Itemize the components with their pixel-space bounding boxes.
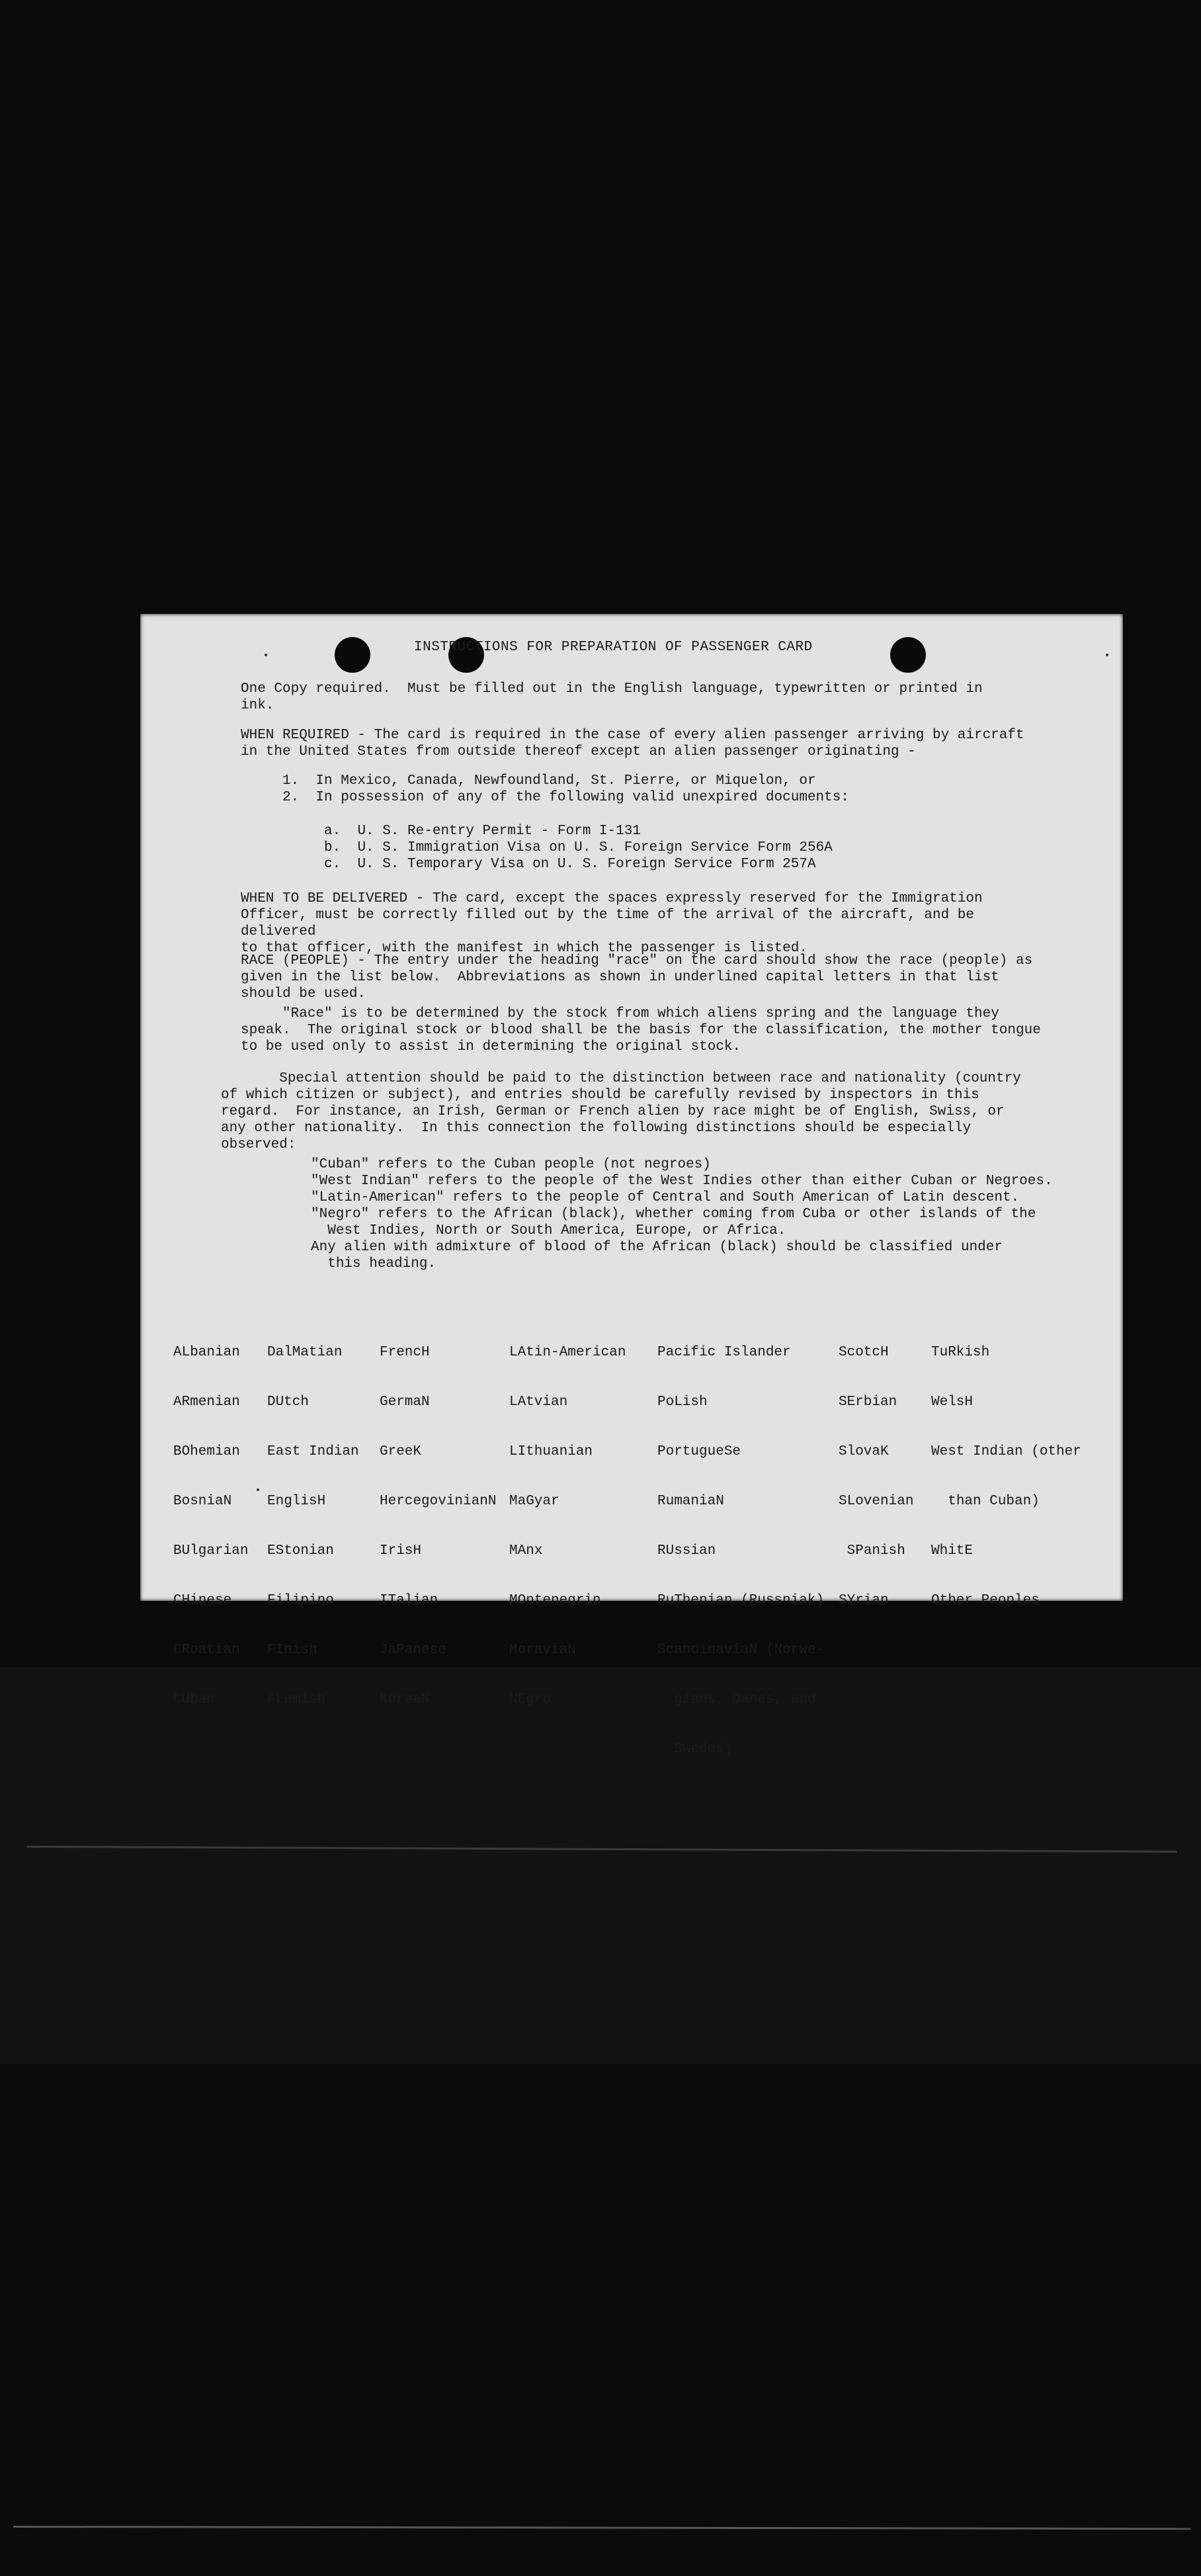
race-entry: WelsH <box>931 1395 973 1410</box>
race-entry: HercegovinianN <box>380 1494 497 1509</box>
race-entry: Filipino <box>267 1593 334 1608</box>
origin-conditions-list: 1. In Mexico, Canada, Newfoundland, St. Pierre, or Miquelon, or 2. In possession of any of the following valid unexpired documents: <box>282 773 849 805</box>
race-entry: CRoatian <box>173 1643 240 1658</box>
race-entry: EStonian <box>267 1543 334 1559</box>
race-column-5 <box>657 1311 824 1791</box>
race-column-7 <box>931 1311 1081 1642</box>
race-entry: CHinese <box>173 1593 232 1608</box>
race-entry: EnglisH <box>267 1494 326 1509</box>
race-paragraph: RACE (PEOPLE) - The entry under the heading "race" on the card should show the race (people) as given in the list below. Abbreviations as shown in underlined capital letters in that list should be used. <box>241 953 1033 1002</box>
copy-required-paragraph: One Copy required. Must be filled out in the English language, typewritten or printed in ink. <box>241 681 983 713</box>
race-entry: RuThenian (Russniak) <box>657 1593 825 1608</box>
race-entry: ScotcH <box>839 1345 889 1360</box>
race-entry: IrisH <box>380 1543 422 1559</box>
race-entry: GermaN <box>380 1395 430 1410</box>
page-speck <box>257 1488 259 1491</box>
race-entry: ARmenian <box>173 1395 240 1410</box>
race-entry: FrencH <box>380 1345 430 1360</box>
race-entry: LAtin-American <box>509 1345 626 1360</box>
race-entry: DalMatian <box>267 1345 343 1360</box>
race-entry: ALbanian <box>173 1345 240 1360</box>
race-entry: East Indian <box>267 1444 359 1459</box>
race-entry: LIthuanian <box>509 1444 593 1459</box>
when-required-paragraph: WHEN REQUIRED - The card is required in the case of every alien passenger arriving by aircraft in the United States from outside thereof except an alien passenger originating - <box>241 728 1024 759</box>
race-entry: MOntenegrin <box>509 1593 601 1608</box>
race-entry: FInish <box>267 1643 317 1658</box>
race-column-1 <box>173 1311 248 1741</box>
race-entry: RumaniaN <box>657 1494 724 1509</box>
race-entry: Other Peoples <box>931 1593 1040 1608</box>
race-entry: BosniaN <box>173 1494 232 1509</box>
race-entry: MaGyar <box>509 1494 559 1509</box>
race-entry: SErbian <box>839 1395 897 1410</box>
punch-hole <box>335 637 370 673</box>
film-scratch <box>13 2526 1190 2530</box>
race-entry: West Indian (other <box>931 1444 1081 1459</box>
race-entry: WhitE <box>931 1543 973 1559</box>
race-entry: PoLish <box>657 1395 708 1410</box>
race-entry: MAnx <box>509 1543 543 1559</box>
race-entry: Swedes) <box>657 1742 733 1757</box>
race-entry: SlovaK <box>839 1444 889 1459</box>
race-entry: BOhemian <box>173 1444 240 1459</box>
punch-hole <box>890 637 926 673</box>
race-column-3 <box>380 1311 496 1741</box>
race-entry: DUtch <box>267 1395 310 1410</box>
document-title: INSTRUCTIONS FOR PREPARATION OF PASSENGER CARD <box>414 640 813 655</box>
race-entry: SYrian <box>839 1593 889 1608</box>
race-entry: CUban <box>173 1692 216 1707</box>
race-entry: gians, Danes, and <box>657 1692 816 1707</box>
race-stock-paragraph: "Race" is to be determined by the stock from which aliens spring and the language they speak. The original stock or blood shall be the basis for the classification, the mother tongue to be used only to assist in determining the original stock. <box>241 1006 1041 1054</box>
race-entry: TuRkish <box>931 1345 990 1360</box>
page-speck <box>1106 654 1108 656</box>
race-column-6 <box>839 1311 913 1642</box>
page-speck <box>265 654 267 656</box>
race-entry: than Cuban) <box>931 1494 1040 1509</box>
race-column-2 <box>267 1311 359 1741</box>
when-delivered-paragraph: WHEN TO BE DELIVERED - The card, except the spaces expressly reserved for the Immigration Officer, must be correctly filled out by the time of the arrival of the aircraft, and be delivered to that officer, with the manifest in which the passenger is listed. <box>241 891 983 956</box>
race-entry: ScandinaviaN (Norwe- <box>657 1643 825 1658</box>
race-entry: Pacific Islander <box>657 1345 791 1360</box>
race-entry: SPanish <box>839 1543 905 1559</box>
race-column-4 <box>509 1311 626 1741</box>
race-entry: FLemish <box>267 1692 326 1707</box>
race-entry: JaPanese <box>380 1643 446 1658</box>
race-entry: SLovenian <box>839 1494 914 1509</box>
race-entry: RUssian <box>657 1543 716 1559</box>
valid-documents-list: a. U. S. Re-entry Permit - Form I-131 b. U. S. Immigration Visa on U. S. Foreign Service Form 256A c. U. S. Temporary Visa on U. S. Foreign Service Form 257A <box>324 824 833 872</box>
race-entry: GreeK <box>380 1444 422 1459</box>
passenger-card-instructions-page <box>140 614 1123 1757</box>
race-entry: MoraviaN <box>509 1643 576 1658</box>
race-entry: ITalian <box>380 1593 438 1608</box>
race-entry: PortugueSe <box>657 1444 741 1459</box>
race-entry: BUlgarian <box>173 1543 249 1559</box>
race-entry: NEgro <box>509 1692 552 1707</box>
special-attention-paragraph: Special attention should be paid to the distinction between race and nationality (country of which citizen or subject), and entries should be carefully revised by inspectors in this regard. For instance, an Irish, German or French alien by race might be of English, Swiss, or any other nationality. In this connection the following distinctions should be especially observed: <box>221 1071 1021 1152</box>
distinctions-list: "Cuban" refers to the Cuban people (not negroes) "West Indian" refers to the people of the West Indies other than either Cuban or Negroes. "Latin-American" refers to the people of Central and South American of Latin descent. "Negro" refers to the African (black), whether coming from Cuba or other islands of the West Indies, North or South America, Europe, or Africa. Any alien with admixture of blood of the African (black) should be classified under this heading. <box>311 1157 1053 1271</box>
race-entry: LAtvian <box>509 1395 568 1410</box>
race-entry: KoreaN <box>380 1692 430 1707</box>
